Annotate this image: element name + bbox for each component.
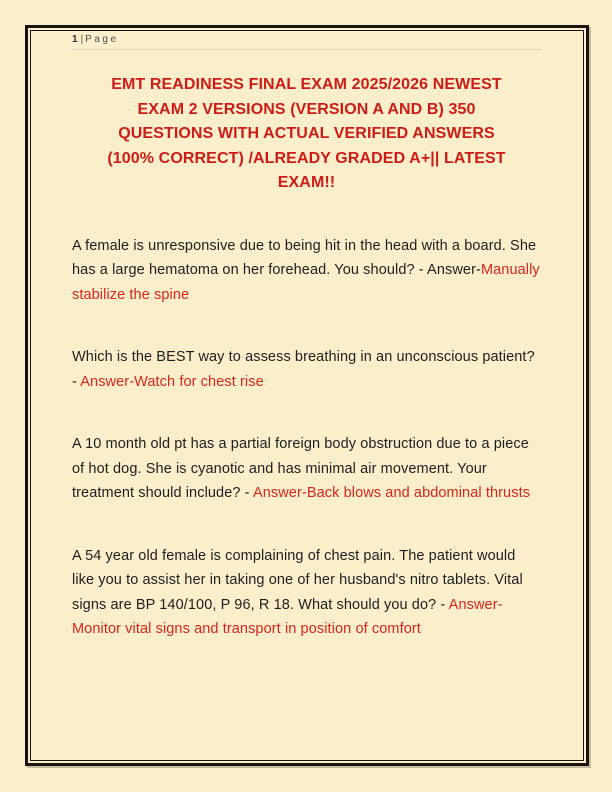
qa-item <box>72 432 541 506</box>
page-content <box>31 31 583 760</box>
page-header <box>72 34 541 50</box>
title-line: EXAM!! <box>277 174 336 191</box>
qa-item <box>72 544 541 642</box>
question-text: A female is unresponsive due to being hit in the head with a board. She has a large hematoma on her forehead. You should? - Answer- <box>72 237 537 278</box>
page-border-frame <box>25 25 589 766</box>
document-title <box>72 73 541 196</box>
page-number-separator: | <box>80 34 84 45</box>
title-line: (100% CORRECT) /ALREADY GRADED A+|| LATEST <box>107 149 506 167</box>
question-text: A 10 month old pt has a partial foreign body obstruction due to a piece of hot dog. She is cyanotic and has minimal air movement. Your treatment should include? - <box>72 436 529 501</box>
page-border-inner <box>30 30 584 761</box>
page-label: Page <box>85 34 119 45</box>
qa-list <box>72 234 541 642</box>
question-text: Which is the BEST way to assess breathing in an unconscious patient? - <box>72 349 535 390</box>
qa-item <box>72 345 541 394</box>
title-line: EMT READINESS FINAL EXAM 2025/2026 NEWEST <box>111 76 502 93</box>
qa-item <box>72 234 541 308</box>
title-line: EXAM 2 VERSIONS (VERSION A AND B) 350 <box>137 100 476 118</box>
answer-text: Answer-Watch for chest rise <box>80 373 264 390</box>
title-line: QUESTIONS WITH ACTUAL VERIFIED ANSWERS <box>118 125 495 142</box>
question-text: A 54 year old female is complaining of chest pain. The patient would like you to assist her in taking one of her husband's nitro tablets. Vital signs are BP 140/100, P 96, R 18. What should you do? - <box>72 547 523 613</box>
page-number: 1 <box>72 34 78 45</box>
answer-text: Answer-Monitor vital signs and transport in position of comfort <box>72 596 503 637</box>
answer-text: Answer-Back blows and abdominal thrusts <box>252 485 531 501</box>
answer-text: Manually stabilize the spine <box>72 262 540 303</box>
